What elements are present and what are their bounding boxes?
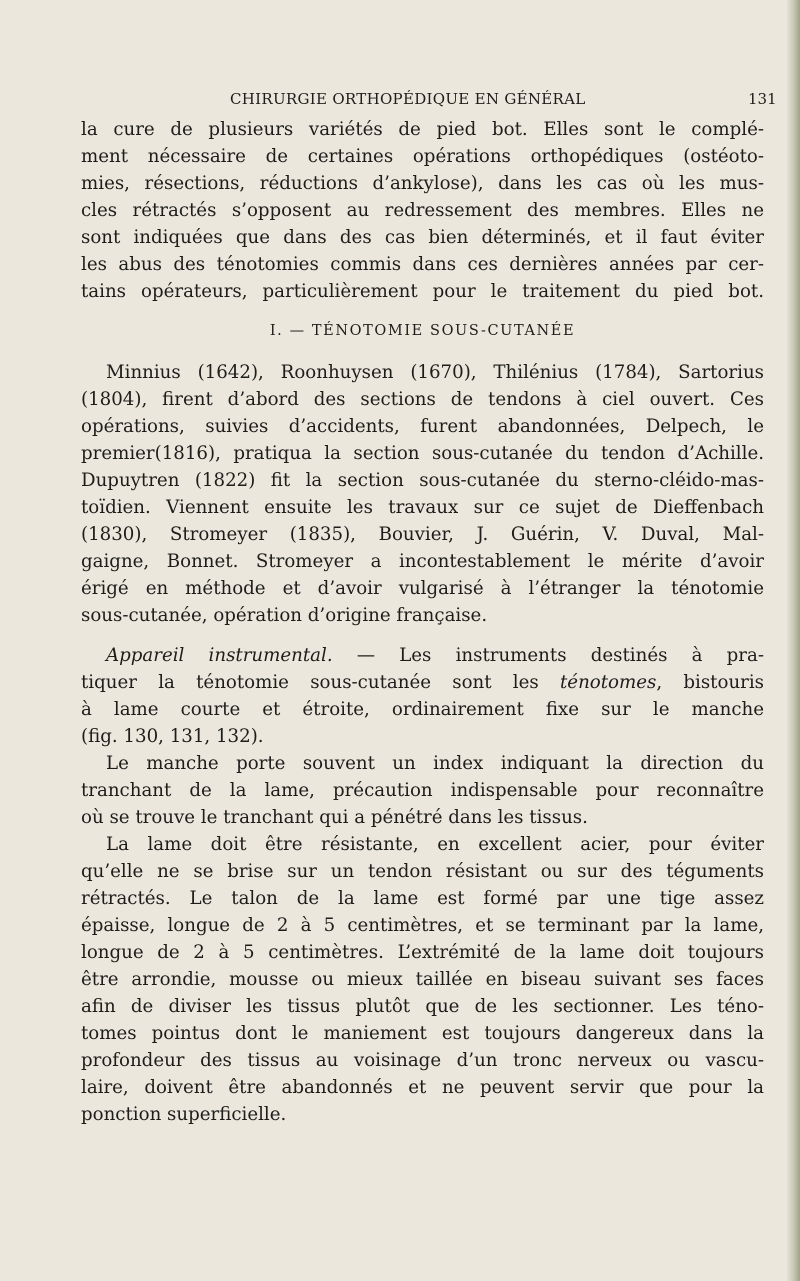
text-line: (fig. 130, 131, 132). bbox=[81, 726, 264, 747]
blade-paragraph bbox=[81, 831, 764, 1128]
text-line: premier(1816), pratiqua la section sous-cutanée du tendon d’Achille. bbox=[81, 443, 764, 464]
text-line: tomes pointus dont le maniement est toujours dangereux dans la bbox=[81, 1023, 764, 1044]
section-heading: I. — TÉNOTOMIE SOUS-CUTANÉE bbox=[269, 323, 576, 339]
text-line: tranchant de la lame, précaution indispensable pour reconnaître bbox=[81, 780, 764, 801]
body-text bbox=[81, 116, 764, 1128]
tenotomes-term: ténotomes bbox=[560, 672, 657, 693]
text-line: épaisse, longue de 2 à 5 centimètres, et se terminant par la lame, bbox=[81, 915, 764, 936]
text-line: (1830), Stromeyer (1835), Bouvier, J. Guérin, V. Duval, Mal- bbox=[81, 524, 764, 545]
text-line: cles rétractés s’opposent au redressement des membres. Elles ne bbox=[81, 200, 764, 221]
text-line: érigé en méthode et d’avoir vulgarisé à l’étranger la ténotomie bbox=[81, 578, 764, 599]
text-line: Minnius (1642), Roonhuysen (1670), Thilénius (1784), Sartorius bbox=[106, 362, 764, 383]
text-line: opérations, suivies d’accidents, furent abandonnées, Delpech, le bbox=[81, 416, 764, 437]
text-line: à lame courte et étroite, ordinairement fixe sur le manche bbox=[81, 699, 764, 720]
apparatus-line-rest: — Les instruments destinés à pra- bbox=[332, 645, 764, 666]
apparatus-heading: Appareil instrumental. bbox=[106, 645, 333, 666]
text-line: ment nécessaire de certaines opérations orthopédiques (ostéoto- bbox=[81, 146, 764, 167]
running-head-title: CHIRURGIE ORTHOPÉDIQUE EN GÉNÉRAL bbox=[230, 90, 586, 108]
text-line bbox=[81, 642, 764, 669]
intro-paragraph bbox=[81, 116, 764, 305]
page-edge-shadow bbox=[786, 0, 800, 1281]
text-line: laire, doivent être abandonnés et ne peuvent servir que pour la bbox=[81, 1077, 764, 1098]
text-line: Dupuytren (1822) fit la section sous-cutanée du sterno-cléido-mas- bbox=[81, 470, 764, 491]
text-line: sont indiquées que dans des cas bien déterminés, et il faut éviter bbox=[81, 227, 764, 248]
page-number: 131 bbox=[748, 90, 777, 108]
text-line: ponction superficielle. bbox=[81, 1104, 287, 1125]
text-line: profondeur des tissus au voisinage d’un tronc nerveux ou vascu- bbox=[81, 1050, 764, 1071]
text-line: tains opérateurs, particulièrement pour le traitement du pied bot. bbox=[81, 281, 764, 302]
text-line: afin de diviser les tissus plutôt que de les sectionner. Les téno- bbox=[81, 996, 764, 1017]
text-line: toïdien. Viennent ensuite les travaux sur ce sujet de Dieffenbach bbox=[81, 497, 764, 518]
text-line: la cure de plusieurs variétés de pied bot. Elles sont le complé- bbox=[81, 119, 764, 140]
text-line: gaigne, Bonnet. Stromeyer a incontestablement le mérite d’avoir bbox=[81, 551, 764, 572]
text-line: rétractés. Le talon de la lame est formé par une tige assez bbox=[81, 888, 764, 909]
apparatus-line2-end: , bistouris bbox=[656, 672, 764, 693]
text-line: longue de 2 à 5 centimètres. L’extrémité de la lame doit toujours bbox=[81, 942, 764, 963]
text-line: être arrondie, mousse ou mieux taillée en biseau suivant ses faces bbox=[81, 969, 764, 990]
text-line: où se trouve le tranchant qui a pénétré dans les tissus. bbox=[81, 807, 588, 828]
text-line: Le manche porte souvent un index indiquant la direction du bbox=[106, 753, 764, 774]
paragraph-gap bbox=[81, 629, 764, 642]
text-line: sous-cutanée, opération d’origine française. bbox=[81, 605, 488, 626]
apparatus-paragraph bbox=[81, 642, 764, 750]
text-line: (1804), firent d’abord des sections de tendons à ciel ouvert. Ces bbox=[81, 389, 764, 410]
text-line: qu’elle ne se brise sur un tendon résistant ou sur des téguments bbox=[81, 861, 764, 882]
history-paragraph bbox=[81, 359, 764, 629]
running-head bbox=[0, 90, 800, 114]
text-line bbox=[81, 669, 764, 696]
apparatus-line2-start: tiquer la ténotomie sous-cutanée sont les bbox=[81, 672, 560, 693]
text-line: les abus des ténotomies commis dans ces dernières années par cer- bbox=[81, 254, 764, 275]
text-line: La lame doit être résistante, en excellent acier, pour éviter bbox=[106, 834, 764, 855]
text-line: mies, résections, réductions d’ankylose), dans les cas où les mus- bbox=[81, 173, 764, 194]
handle-paragraph bbox=[81, 750, 764, 831]
